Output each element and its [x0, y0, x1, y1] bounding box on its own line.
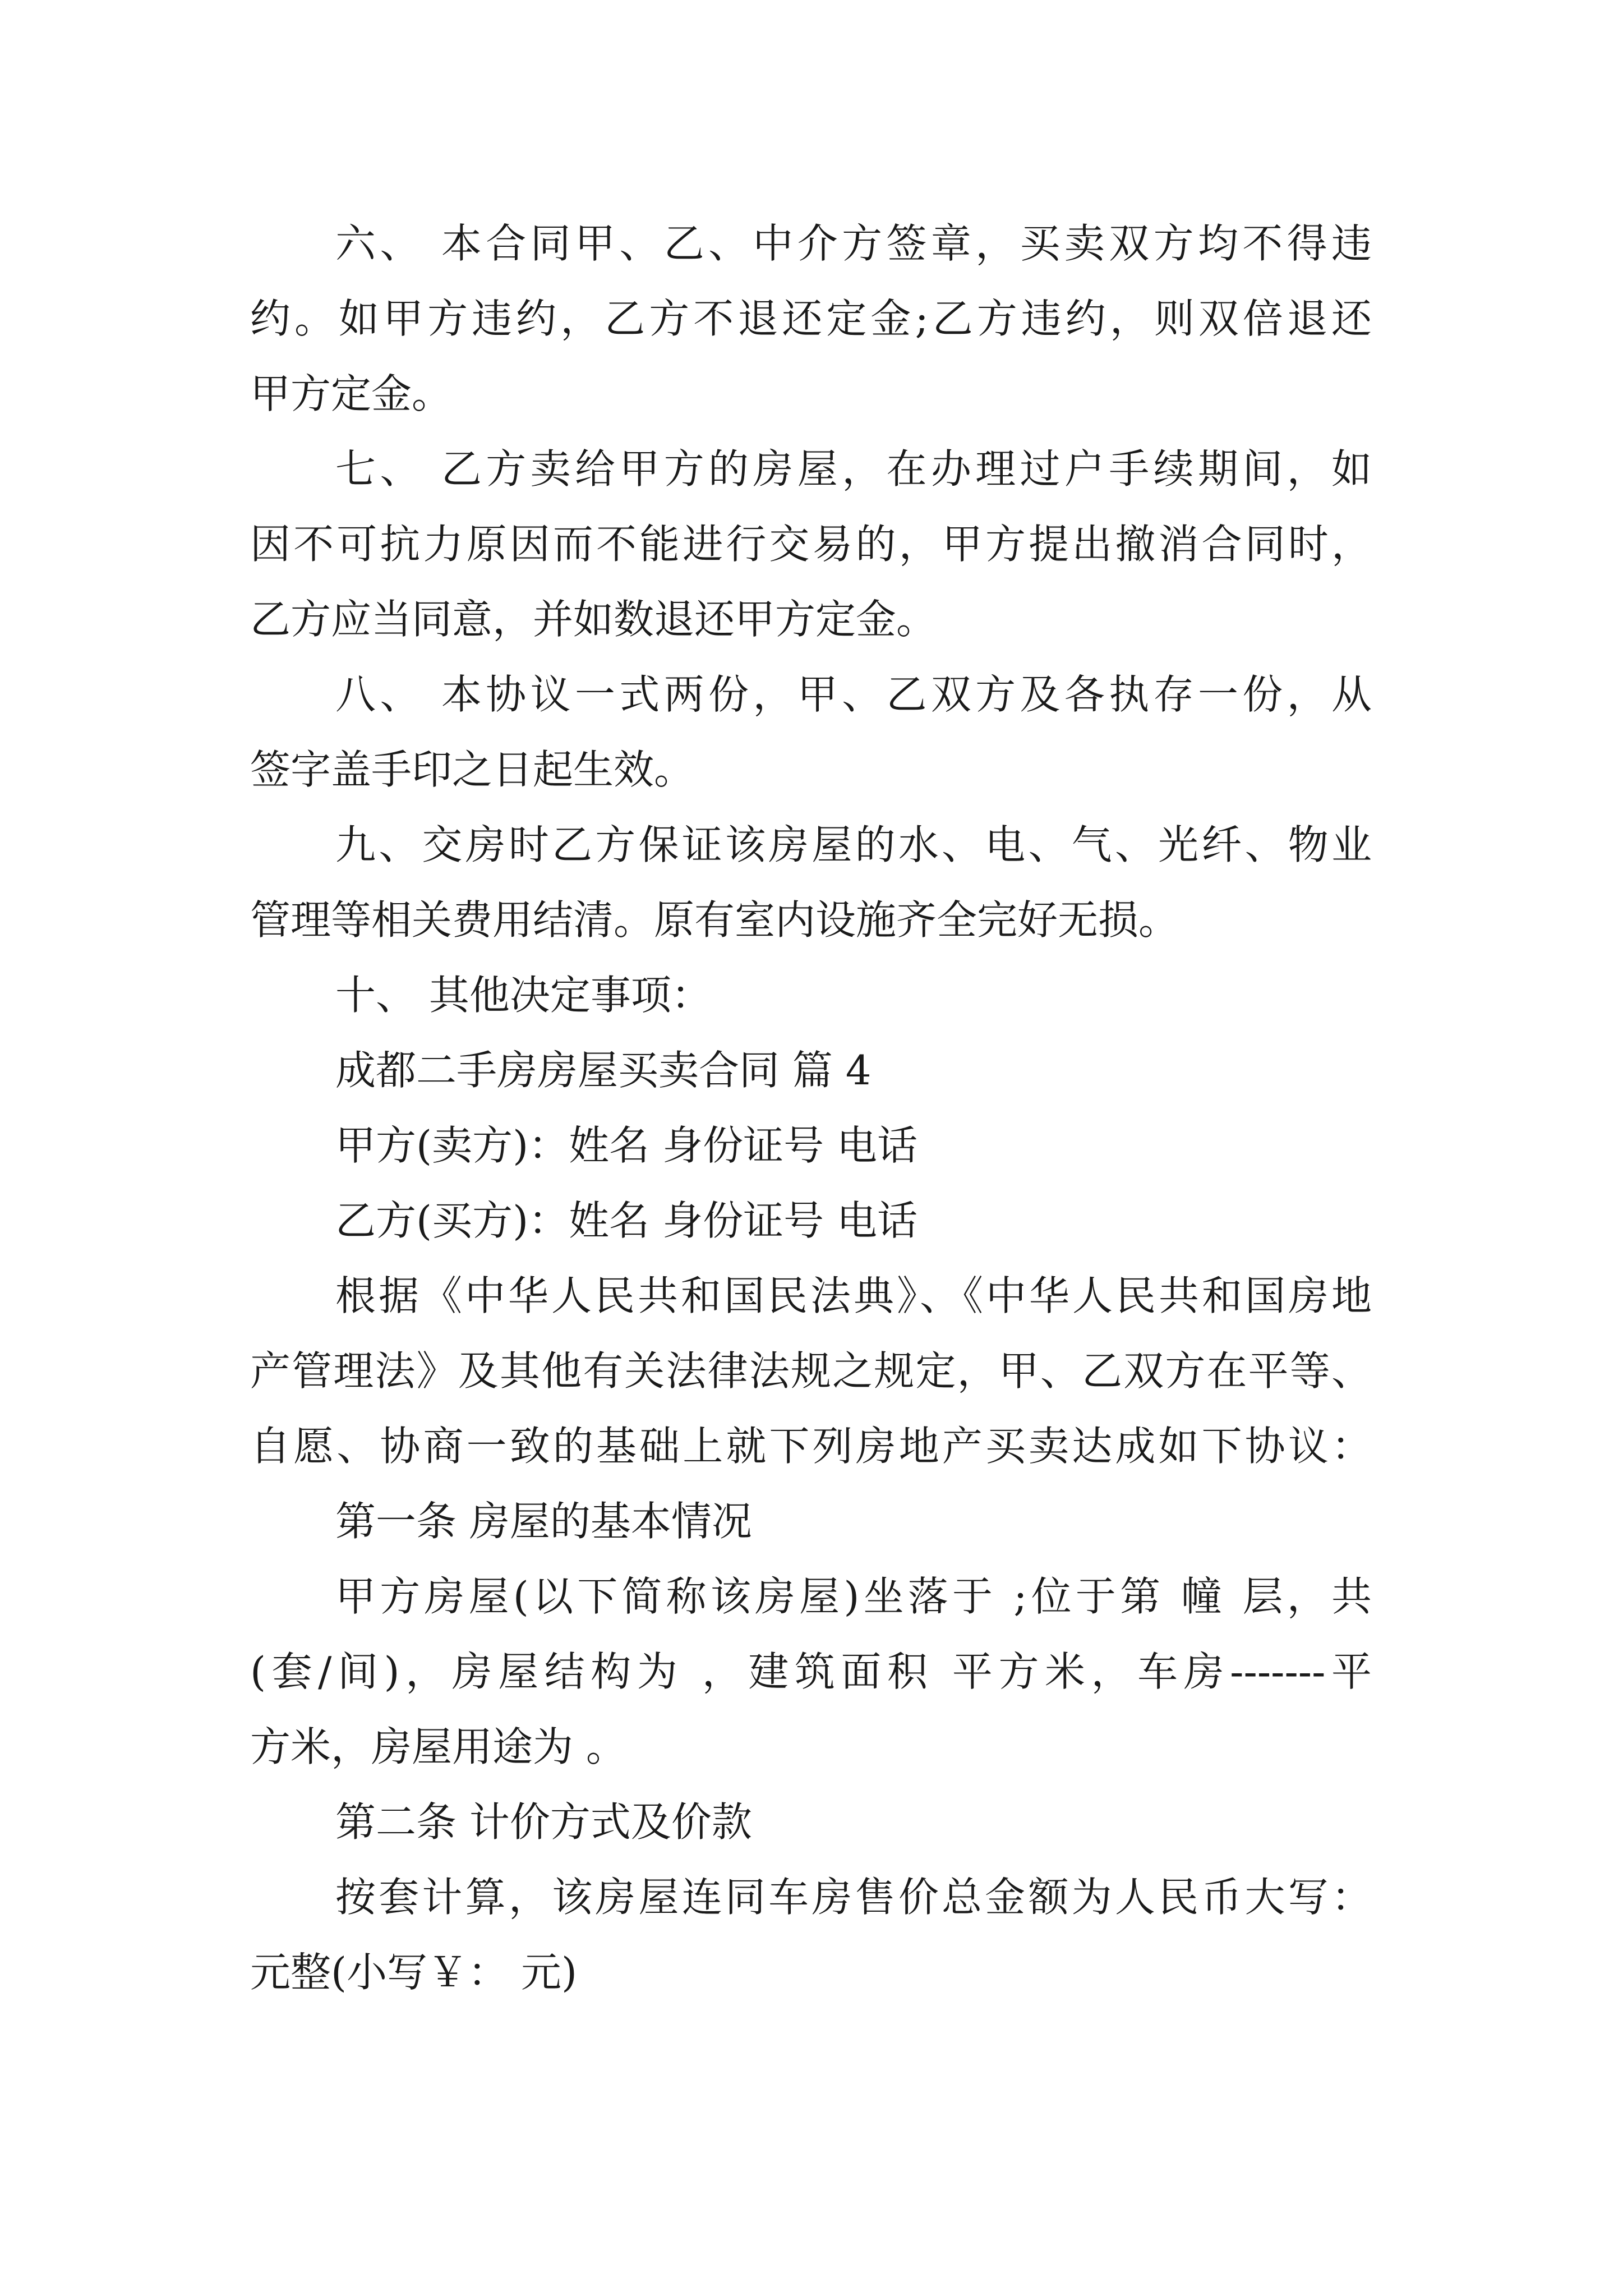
article-heading: 第一条 房屋的基本情况 [335, 1498, 752, 1545]
paragraph-line: 管理等相关费用结清。原有室内设施齐全完好无损。 [250, 896, 1179, 944]
paragraph-line: 乙方应当同意，并如数退还甲方定金。 [250, 596, 937, 643]
paragraph-line: 元整(小写￥： 元) [250, 1949, 578, 1996]
paragraph-line: 八、 本协议一式两份，甲、乙双方及各执存一份，从 [335, 671, 1372, 718]
section-heading: 成都二手房房屋买卖合同 篇 4 [335, 1047, 872, 1094]
paragraph-line: 因不可抗力原因而不能进行交易的，甲方提出撤消合同时， [250, 521, 1372, 568]
paragraph-line: 自愿、协商一致的基础上就下列房地产买卖达成如下协议： [250, 1423, 1372, 1470]
paragraph-line: 九、交房时乙方保证该房屋的水、电、气、光纤、物业 [335, 821, 1372, 868]
paragraph-line: 甲方(卖方)：姓名 身份证号 电话 [335, 1122, 917, 1169]
paragraph-line: 七、 乙方卖给甲方的房屋，在办理过户手续期间，如 [335, 445, 1372, 493]
paragraph-line: (套/间)，房屋结构为 ，建筑面积 平方米，车房-------平 [250, 1648, 1372, 1695]
article-heading: 第二条 计价方式及价款 [335, 1798, 752, 1846]
paragraph-line: 签字盖手印之日起生效。 [250, 746, 695, 793]
paragraph-line: 根据《中华人民共和国民法典》、《中华人民共和国房地 [335, 1272, 1372, 1319]
paragraph-line: 产管理法》及其他有关法律法规之规定，甲、乙双方在平等、 [250, 1347, 1372, 1395]
paragraph-line: 按套计算，该房屋连同车房售价总金额为人民币大写： [335, 1874, 1372, 1921]
paragraph-line: 甲方房屋(以下简称该房屋)坐落于 ;位于第 幢 层，共 [335, 1573, 1372, 1620]
paragraph-line: 乙方(买方)：姓名 身份证号 电话 [335, 1197, 917, 1244]
paragraph-line: 甲方定金。 [250, 370, 453, 417]
paragraph-line: 方米，房屋用途为 。 [250, 1723, 626, 1770]
paragraph-line: 六、 本合同甲、乙、中介方签章，买卖双方均不得违 [335, 220, 1372, 267]
paragraph-line: 约。如甲方违约，乙方不退还定金;乙方违约，则双倍退还 [250, 295, 1372, 342]
paragraph-line: 十、 其他决定事项： [335, 972, 712, 1019]
